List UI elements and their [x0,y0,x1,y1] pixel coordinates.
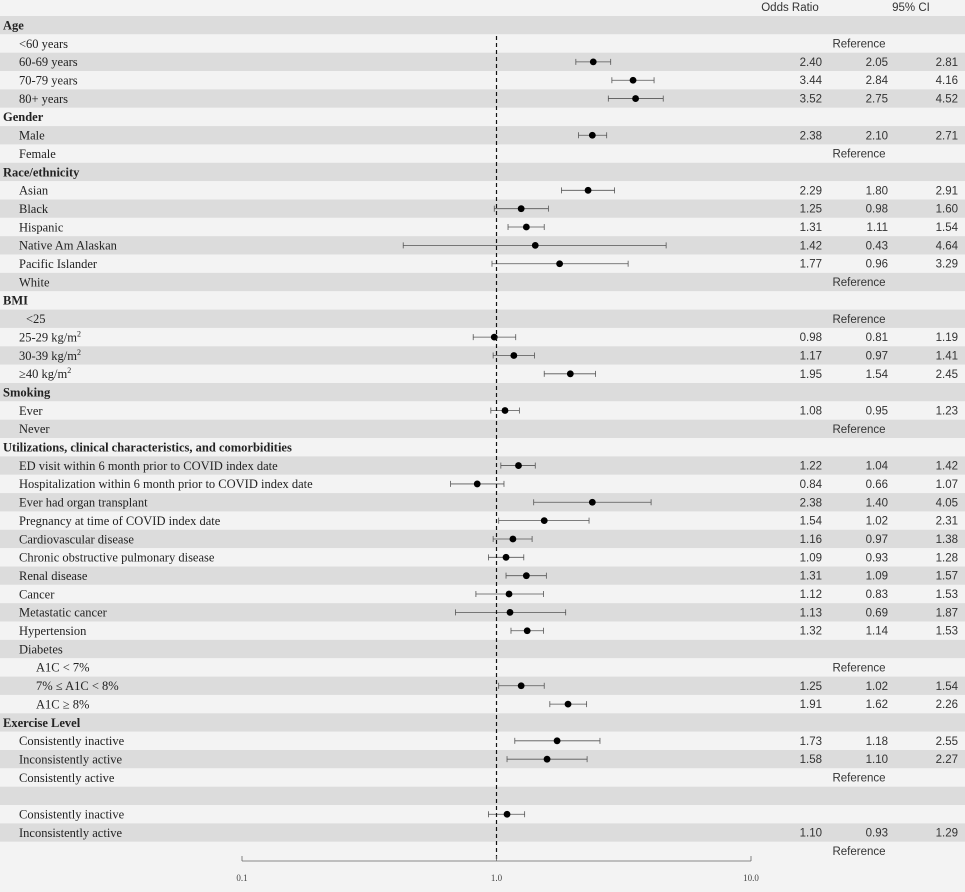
odds-ratio-point [630,77,637,84]
ci-low-value: 1.62 [865,699,888,712]
odds-ratio-point [544,756,551,763]
row-label: 60-69 years [19,55,78,70]
odds-ratio-value: 1.32 [799,625,822,638]
odds-ratio-value: 1.77 [799,258,822,271]
odds-ratio-value: 1.95 [799,368,822,381]
ci-low-value: 2.05 [865,56,888,69]
odds-ratio-value: 2.38 [799,130,822,143]
row-label: 7% ≤ A1C < 8% [36,679,119,694]
odds-ratio-value: 1.12 [799,589,822,602]
ci-high-value: 4.52 [935,93,958,106]
odds-ratio-point [518,205,525,212]
ci-low-value: 1.40 [865,497,888,510]
row-label: Male [19,128,45,143]
x-tick-label: 10.0 [743,873,759,883]
row-label: Asian [19,183,49,198]
odds-ratio-value: 1.08 [799,405,822,418]
ci-low-value: 0.93 [865,552,888,565]
ci-high-value: 4.64 [935,240,958,253]
odds-ratio-point [507,609,514,616]
row-label: Native Am Alaskan [19,238,117,253]
ci-low-value: 1.02 [865,680,888,693]
ci-high-value: 1.42 [935,460,958,473]
row-label: Cancer [19,587,55,602]
ci-low-value: 2.75 [865,93,888,106]
reference-label: Reference [832,845,886,858]
ci-high-value: 1.54 [935,680,958,693]
odds-ratio-value: 2.29 [799,185,822,198]
ci-high-value: 2.81 [935,56,958,69]
row-label: ED visit within 6 month prior to COVID index date [19,458,278,473]
ci-low-value: 0.98 [865,203,888,216]
ci-high-value: 1.54 [935,222,958,235]
odds-ratio-header: Odds Ratio [761,2,819,14]
row-label: 80+ years [19,91,69,106]
row-band [0,273,965,291]
odds-ratio-point [523,572,530,579]
ci-high-value: 2.27 [935,754,958,767]
reference-label: Reference [832,38,886,51]
odds-ratio-point [567,370,574,377]
ci-high-value: 1.28 [935,552,958,565]
row-label: 25-29 $kg/m^2$ [19,329,81,345]
row-label: 70-79 years [19,73,78,88]
section-label: Age [3,18,24,33]
odds-ratio-value: 1.16 [799,533,822,546]
ci-low-value: 1.11 [866,222,888,235]
row-band [0,163,965,181]
ci-high-value: 4.16 [935,75,958,88]
ci-low-value: 1.02 [865,515,888,528]
row-label: <60 years [19,36,69,51]
row-label: Ever [19,403,43,418]
odds-ratio-point [565,701,572,708]
odds-ratio-point [503,554,510,561]
row-label: Black [19,201,49,216]
odds-ratio-point [502,407,509,414]
odds-ratio-point [589,132,596,139]
row-label: ≥40 $kg/m^2$ [19,366,72,382]
row-band [0,713,965,731]
row-label: <25 [26,312,46,327]
ci-low-value: 0.66 [865,478,888,491]
ci-low-value: 1.80 [865,185,888,198]
odds-ratio-value: 2.38 [799,497,822,510]
row-label: Renal disease [19,568,88,583]
row-label: Consistently inactive [19,734,125,749]
reference-label: Reference [832,423,886,436]
odds-ratio-point [518,682,525,689]
row-label: Ever had organ transplant [19,495,148,510]
row-label: Hispanic [19,220,64,235]
odds-ratio-value: 0.84 [799,478,822,491]
odds-ratio-point [510,352,517,359]
ci-low-value: 0.96 [865,258,888,271]
odds-ratio-value: 1.22 [799,460,822,473]
ci-high-value: 1.19 [935,332,958,345]
row-band [0,805,965,823]
section-label: BMI [3,293,28,308]
ci-high-value: 2.31 [935,515,958,528]
odds-ratio-value: 1.25 [799,203,822,216]
odds-ratio-point [556,260,563,267]
row-band [0,787,965,805]
ci-low-value: 0.95 [865,405,888,418]
odds-ratio-value: 1.25 [799,680,822,693]
ci-high-value: 1.53 [935,589,958,602]
section-label: Smoking [3,385,51,400]
ci-high-value: 1.60 [935,203,958,216]
row-band [0,144,965,162]
ci-low-value: 0.97 [865,350,888,363]
row-band [0,108,965,126]
odds-ratio-value: 1.42 [799,240,822,253]
odds-ratio-point [474,481,481,488]
odds-ratio-point [506,591,513,598]
row-band [0,291,965,309]
row-band [0,768,965,786]
odds-ratio-value: 3.44 [799,75,822,88]
ci-high-value: 4.05 [935,497,958,510]
section-label: Exercise Level [3,715,81,730]
row-label: Chronic obstructive pulmonary disease [19,550,215,565]
odds-ratio-value: 2.40 [799,56,822,69]
odds-ratio-point [524,627,531,634]
ci-low-value: 1.10 [865,754,888,767]
odds-ratio-value: 1.31 [799,222,822,235]
ci-high-value: 1.53 [935,625,958,638]
ci-high-value: 2.71 [935,130,958,143]
row-band [0,842,965,860]
odds-ratio-value: 1.10 [799,827,822,840]
row-label: Inconsistently active [19,825,123,840]
ci-high-value: 2.26 [935,699,958,712]
row-band [0,420,965,438]
odds-ratio-value: 1.09 [799,552,822,565]
odds-ratio-value: 1.54 [799,515,822,528]
row-label: Hypertension [19,624,87,639]
row-label: Hospitalization within 6 month prior to COVID index date [19,477,313,492]
row-band [0,34,965,52]
ci-low-value: 0.81 [865,332,888,345]
reference-label: Reference [832,662,886,675]
row-label: Pregnancy at time of COVID index date [19,513,221,528]
ci-low-value: 1.09 [865,570,888,583]
odds-ratio-point [532,242,539,249]
row-band [0,658,965,676]
ci-high-value: 1.41 [935,350,958,363]
odds-ratio-value: 1.13 [799,607,822,620]
ci-high-value: 1.29 [935,827,958,840]
odds-ratio-value: 1.91 [799,699,822,712]
odds-ratio-point [554,737,561,744]
odds-ratio-point [589,499,596,506]
row-label: A1C ≥ 8% [36,697,90,712]
ci-high-value: 2.55 [935,735,958,748]
row-label: A1C < 7% [36,660,90,675]
ci-low-value: 1.04 [865,460,888,473]
odds-ratio-point [585,187,592,194]
reference-label: Reference [832,148,886,161]
reference-label: Reference [832,772,886,785]
row-label: Metastatic cancer [19,605,107,620]
ci-low-value: 0.83 [865,589,888,602]
odds-ratio-value: 1.31 [799,570,822,583]
row-label: Never [19,422,50,437]
odds-ratio-point [541,517,548,524]
ci-high-value: 1.23 [935,405,958,418]
row-label: White [19,275,50,290]
ci-high-value: 1.38 [935,533,958,546]
row-label: Inconsistently active [19,752,123,767]
odds-ratio-value: 1.17 [799,350,822,363]
odds-ratio-point [504,811,511,818]
section-label: Race/ethnicity [3,165,80,180]
row-band [0,16,965,34]
ci-low-value: 1.14 [865,625,888,638]
section-label: Utilizations, clinical characteristics, and comorbidities [3,440,292,455]
x-tick-label: 0.1 [236,873,248,883]
row-band [0,383,965,401]
ci-low-value: 2.10 [865,130,888,143]
ci-low-value: 0.93 [865,827,888,840]
ci-low-value: 0.97 [865,533,888,546]
reference-label: Reference [832,313,886,326]
ci-high-value: 1.07 [935,478,958,491]
row-label: Pacific Islander [19,257,98,272]
ci-high-value: 1.87 [935,607,958,620]
row-label: 30-39 $kg/m^2$ [19,347,81,363]
ci-low-value: 2.84 [865,75,888,88]
odds-ratio-point [510,536,517,543]
reference-label: Reference [832,277,886,290]
odds-ratio-point [523,224,530,231]
odds-ratio-value: 1.58 [799,754,822,767]
row-label: Female [19,146,56,161]
ci-low-value: 0.43 [865,240,888,253]
x-tick-label: 1.0 [490,873,503,883]
ci-low-value: 1.54 [865,368,888,381]
row-label: Consistently active [19,770,115,785]
ci-high-value: 3.29 [935,258,958,271]
ci-header: 95% CI [892,2,930,14]
row-band [0,310,965,328]
odds-ratio-value: 1.73 [799,735,822,748]
odds-ratio-value: 3.52 [799,93,822,106]
odds-ratio-value: 0.98 [799,332,822,345]
ci-low-value: 1.18 [865,735,888,748]
ci-high-value: 2.91 [935,185,958,198]
ci-low-value: 0.69 [865,607,888,620]
ci-high-value: 2.45 [935,368,958,381]
row-band [0,640,965,658]
row-label: Consistently inactive [19,807,125,822]
ci-high-value: 1.57 [935,570,958,583]
section-label: Gender [3,110,44,125]
row-label: Cardiovascular disease [19,532,134,547]
odds-ratio-point [590,58,597,65]
odds-ratio-point [632,95,639,102]
row-label: Diabetes [19,642,63,657]
odds-ratio-point [515,462,522,469]
